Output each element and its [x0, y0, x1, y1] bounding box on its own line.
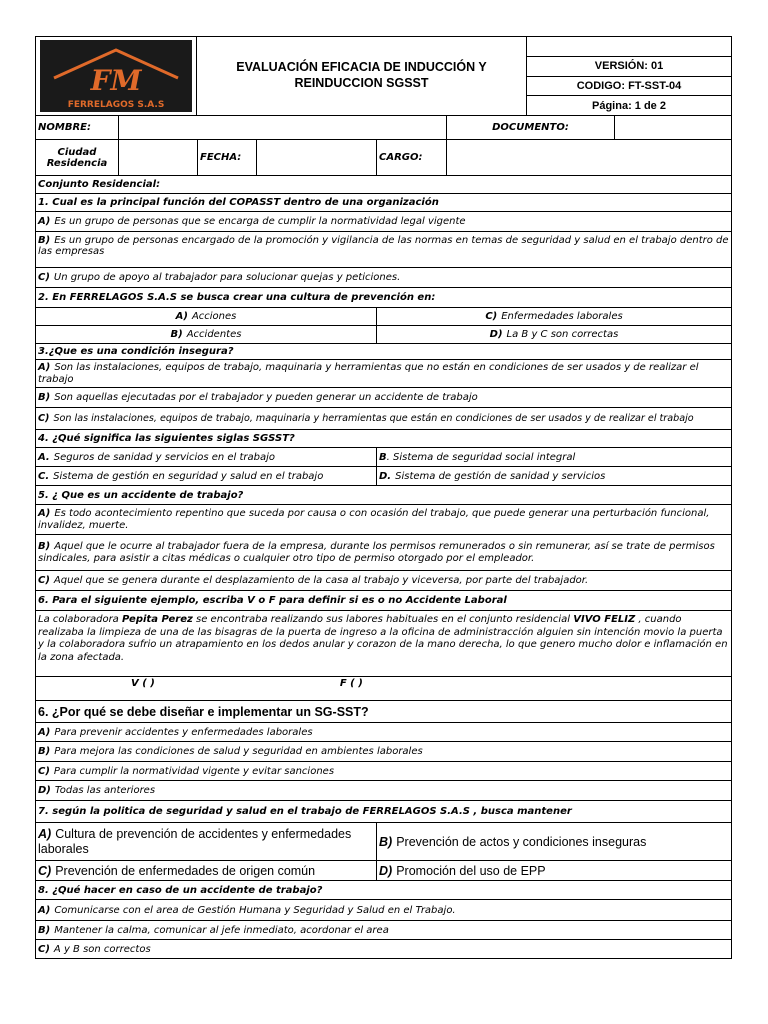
option-text: Para cumplir la normatividad vigente y evitar sanciones — [53, 765, 335, 777]
option-text: La B y C son correctas — [506, 329, 619, 340]
option-letter: C) — [38, 575, 50, 586]
option-letter: C) — [38, 765, 50, 777]
option-text: Son las instalaciones, equipos de trabajo, maquinaria y herramientas que están en condiciones de ser usados y de realizar el trabajo — [53, 413, 694, 424]
q8-option-a[interactable] — [36, 823, 376, 860]
q2-options-bd — [36, 325, 731, 343]
q1-text: 1. Cual es la principal función del COPASST dentro de una organización — [38, 197, 439, 208]
q3-row — [36, 343, 731, 359]
q9-option-b[interactable] — [36, 920, 731, 939]
option-text: Es un grupo de personas que se encarga de cumplir la normatividad legal vigente — [54, 216, 466, 227]
option-letter: A) — [175, 311, 188, 322]
option-letter: A) — [38, 361, 51, 373]
q3-text: 3.¿Que es una condición insegura? — [38, 346, 234, 357]
q7-option-c[interactable] — [36, 761, 731, 780]
q9-option-a[interactable] — [36, 899, 731, 920]
q4-option-d[interactable] — [376, 467, 731, 485]
q4-option-a[interactable] — [36, 448, 376, 466]
q4-options-ab — [36, 447, 731, 466]
q9-row — [36, 880, 731, 899]
option-text: Para mejora las condiciones de salud y seguridad en ambientes laborales — [54, 746, 423, 757]
ciudad-input[interactable] — [118, 140, 197, 175]
page-label: Página: 1 de 2 — [527, 95, 731, 115]
q4-options-cd — [36, 466, 731, 485]
title-line-1: EVALUACIÓN EFICACIA DE INDUCCIÓN Y — [236, 60, 487, 75]
example-place: VIVO FELIZ — [573, 614, 636, 625]
ciudad-label: Ciudad Residencia — [46, 146, 108, 169]
version-label: VERSIÓN: 01 — [527, 56, 731, 76]
documento-input[interactable] — [614, 116, 731, 139]
option-text: Aquel que se genera durante el desplazamiento de la casa al trabajo y viceversa, por parte del trabajador. — [53, 575, 589, 586]
q2-option-a[interactable] — [36, 308, 376, 325]
option-text: Un grupo de apoyo al trabajador para solucionar quejas y peticiones. — [53, 272, 401, 283]
option-letter: B) — [38, 746, 51, 757]
fecha-input[interactable] — [256, 140, 376, 175]
option-text: Para prevenir accidentes y enfermedades laborales — [54, 726, 313, 738]
option-letter: D. — [379, 470, 392, 482]
q5-option-b[interactable] — [36, 534, 731, 570]
q4-row — [36, 429, 731, 447]
document-meta — [527, 37, 731, 115]
logo-text: FERRELAGOS S.A.S — [67, 100, 165, 110]
ferrelagos-logo-icon — [40, 40, 192, 112]
q1-row — [36, 193, 731, 211]
details-row — [36, 139, 731, 175]
q2-option-c[interactable] — [376, 308, 731, 325]
option-letter: A) — [38, 507, 51, 519]
option-letter: A) — [38, 726, 51, 738]
q9-option-c[interactable] — [36, 939, 731, 958]
option-text: Es todo acontecimiento repentino que suceda por causa o con ocasión del trabajo, que puede generar una perturbación funcional, invalidez, muerte. — [38, 507, 710, 531]
q3-option-c[interactable] — [36, 407, 731, 429]
example-text: se encontraba realizando sus labores habituales en el conjunto residencial — [192, 614, 574, 625]
option-text: . Sistema de seguridad social integral — [386, 451, 576, 463]
q4-text: 4. ¿Qué significa las siguientes siglas SGSST? — [38, 433, 295, 444]
q2-options-ac — [36, 307, 731, 325]
q7-option-b[interactable] — [36, 741, 731, 761]
q9-text: 8. ¿Qué hacer en caso de un accidente de trabajo? — [38, 884, 323, 896]
cargo-input[interactable] — [446, 140, 731, 175]
evaluation-form — [35, 36, 732, 959]
q5-option-c[interactable] — [36, 570, 731, 590]
option-text: Son las instalaciones, equipos de trabajo, maquinaria y herramientas que no están en condiciones de ser usados y de realizar el trabajo — [38, 361, 699, 385]
false-answer-field[interactable]: F ( ) — [339, 678, 363, 689]
option-letter: B) — [38, 540, 51, 552]
form-title — [197, 37, 527, 115]
q1-option-c[interactable] — [36, 267, 731, 287]
q6-example — [36, 610, 731, 676]
option-letter: A. — [38, 451, 50, 463]
q3-option-b[interactable] — [36, 387, 731, 407]
q2-option-b[interactable] — [36, 326, 376, 343]
example-name: Pepita Perez — [122, 614, 193, 625]
option-letter: B) — [38, 392, 51, 403]
q1-option-b[interactable] — [36, 231, 731, 267]
option-letter: C) — [38, 863, 52, 878]
form-header — [36, 37, 731, 115]
option-letter: D) — [489, 329, 503, 340]
q6-answer-row — [36, 676, 731, 700]
q8-options-ab — [36, 822, 731, 860]
q5-row — [36, 485, 731, 504]
option-text: Accidentes — [186, 329, 242, 340]
option-letter: C) — [38, 943, 50, 955]
option-letter: B) — [170, 329, 183, 340]
option-text: Acciones — [191, 311, 237, 322]
option-text: Prevención de actos y condiciones inseguras — [396, 834, 647, 849]
q7-text: 6. ¿Por qué se debe diseñar e implementar un SG-SST? — [38, 704, 369, 719]
option-letter: C. — [38, 470, 50, 482]
q4-option-b[interactable] — [376, 448, 731, 466]
option-letter: C) — [485, 311, 498, 322]
fecha-label: FECHA: — [197, 140, 256, 175]
option-letter: A) — [38, 904, 51, 916]
option-letter: A) — [38, 826, 52, 841]
q8-option-c[interactable] — [36, 861, 376, 880]
option-letter: D) — [38, 785, 51, 796]
q7-option-d[interactable] — [36, 780, 731, 800]
name-row — [36, 115, 731, 139]
option-text: Seguros de sanidad y servicios en el trabajo — [53, 451, 276, 463]
option-text: Enfermedades laborales — [501, 311, 623, 322]
conjunto-label: Conjunto Residencial: — [38, 179, 161, 190]
q5-text: 5. ¿ Que es un accidente de trabajo? — [38, 489, 244, 501]
option-text: Es un grupo de personas encargado de la promoción y vigilancia de las normas en temas de seguridad y salud en el trabajo dentro de las empresas — [38, 235, 729, 257]
option-text: Son aquellas ejecutadas por el trabajador y pueden generar un accidente de trabajo — [54, 392, 478, 403]
example-text: , cuando realizaba la limpieza de una de las bisagras de la puerta de ingreso a la oficina de administracción alguien sin intención movio la puerta y la colaboradora sufrio un atrapamiento en los dedos anular y corazon de la mano derecha, lo que genero mucho dolor e inflamación en la zona afectada. — [38, 614, 728, 663]
title-line-2: REINDUCCION SGSST — [294, 76, 429, 90]
option-text: Aquel que le ocurre al trabajador fuera de la empresa, durante los permisos remunerados o sin remunerar, así se trate de permisos sindicales, para asistir a citas médicas o cualquier otro tipo de permiso otorgado por el empleador. — [38, 540, 715, 564]
q4-option-c[interactable] — [36, 467, 376, 485]
option-letter: A) — [38, 216, 51, 227]
option-text: Sistema de gestión de sanidad y servicios — [395, 470, 606, 482]
option-text: Cultura de prevención de accidentes y enfermedades laborales — [38, 826, 352, 856]
documento-label: DOCUMENTO: — [446, 116, 614, 139]
q2-option-d[interactable] — [376, 326, 731, 343]
conjunto-row — [36, 175, 731, 193]
q8-row — [36, 800, 731, 822]
example-text: La colaboradora — [38, 614, 122, 625]
option-letter: D) — [379, 863, 393, 878]
q2-row — [36, 287, 731, 307]
q6-row — [36, 590, 731, 610]
q5-option-a[interactable] — [36, 504, 731, 534]
meta-blank — [527, 37, 731, 56]
option-text: Comunicarse con el area de Gestión Humana y Seguridad y Salud en el Trabajo. — [54, 904, 456, 916]
q8-options-cd — [36, 860, 731, 880]
company-logo — [36, 37, 197, 115]
option-letter: C) — [38, 413, 50, 424]
q3-option-a[interactable] — [36, 359, 731, 387]
q1-option-a[interactable] — [36, 211, 731, 231]
option-letter: C) — [38, 272, 50, 283]
option-text: Mantener la calma, comunicar al jefe inmediato, acordonar el area — [54, 924, 389, 936]
option-text: Prevención de enfermedades de origen común — [55, 863, 316, 878]
option-text: Sistema de gestión en seguridad y salud en el trabajo — [53, 470, 324, 482]
cargo-label: CARGO: — [376, 140, 446, 175]
logo-mark: FM — [90, 64, 142, 97]
q8-option-d[interactable] — [376, 861, 731, 880]
q8-option-b[interactable] — [376, 823, 731, 860]
option-text: Promoción del uso de EPP — [396, 863, 546, 878]
nombre-label: NOMBRE: — [38, 122, 91, 133]
nombre-input[interactable] — [118, 116, 446, 139]
q7-option-a[interactable] — [36, 722, 731, 741]
option-letter: B) — [38, 924, 51, 936]
true-answer-field[interactable]: V ( ) — [131, 678, 155, 689]
option-text: Todas las anteriores — [54, 785, 156, 796]
option-letter: B) — [379, 834, 393, 849]
q8-text: 7. según la politica de seguridad y salud en el trabajo de FERRELAGOS S.A.S , busca mantener — [38, 806, 572, 817]
code-label: CODIGO: FT-SST-04 — [527, 76, 731, 96]
q6-text: 6. Para el siguiente ejemplo, escriba V o F para definir si es o no Accidente Laboral — [38, 595, 507, 606]
option-letter: B — [379, 451, 387, 463]
option-text: A y B son correctos — [53, 943, 151, 955]
q7-row — [36, 700, 731, 722]
option-letter: B) — [38, 235, 51, 246]
q2-text: 2. En FERRELAGOS S.A.S se busca crear una cultura de prevención en: — [38, 292, 436, 303]
